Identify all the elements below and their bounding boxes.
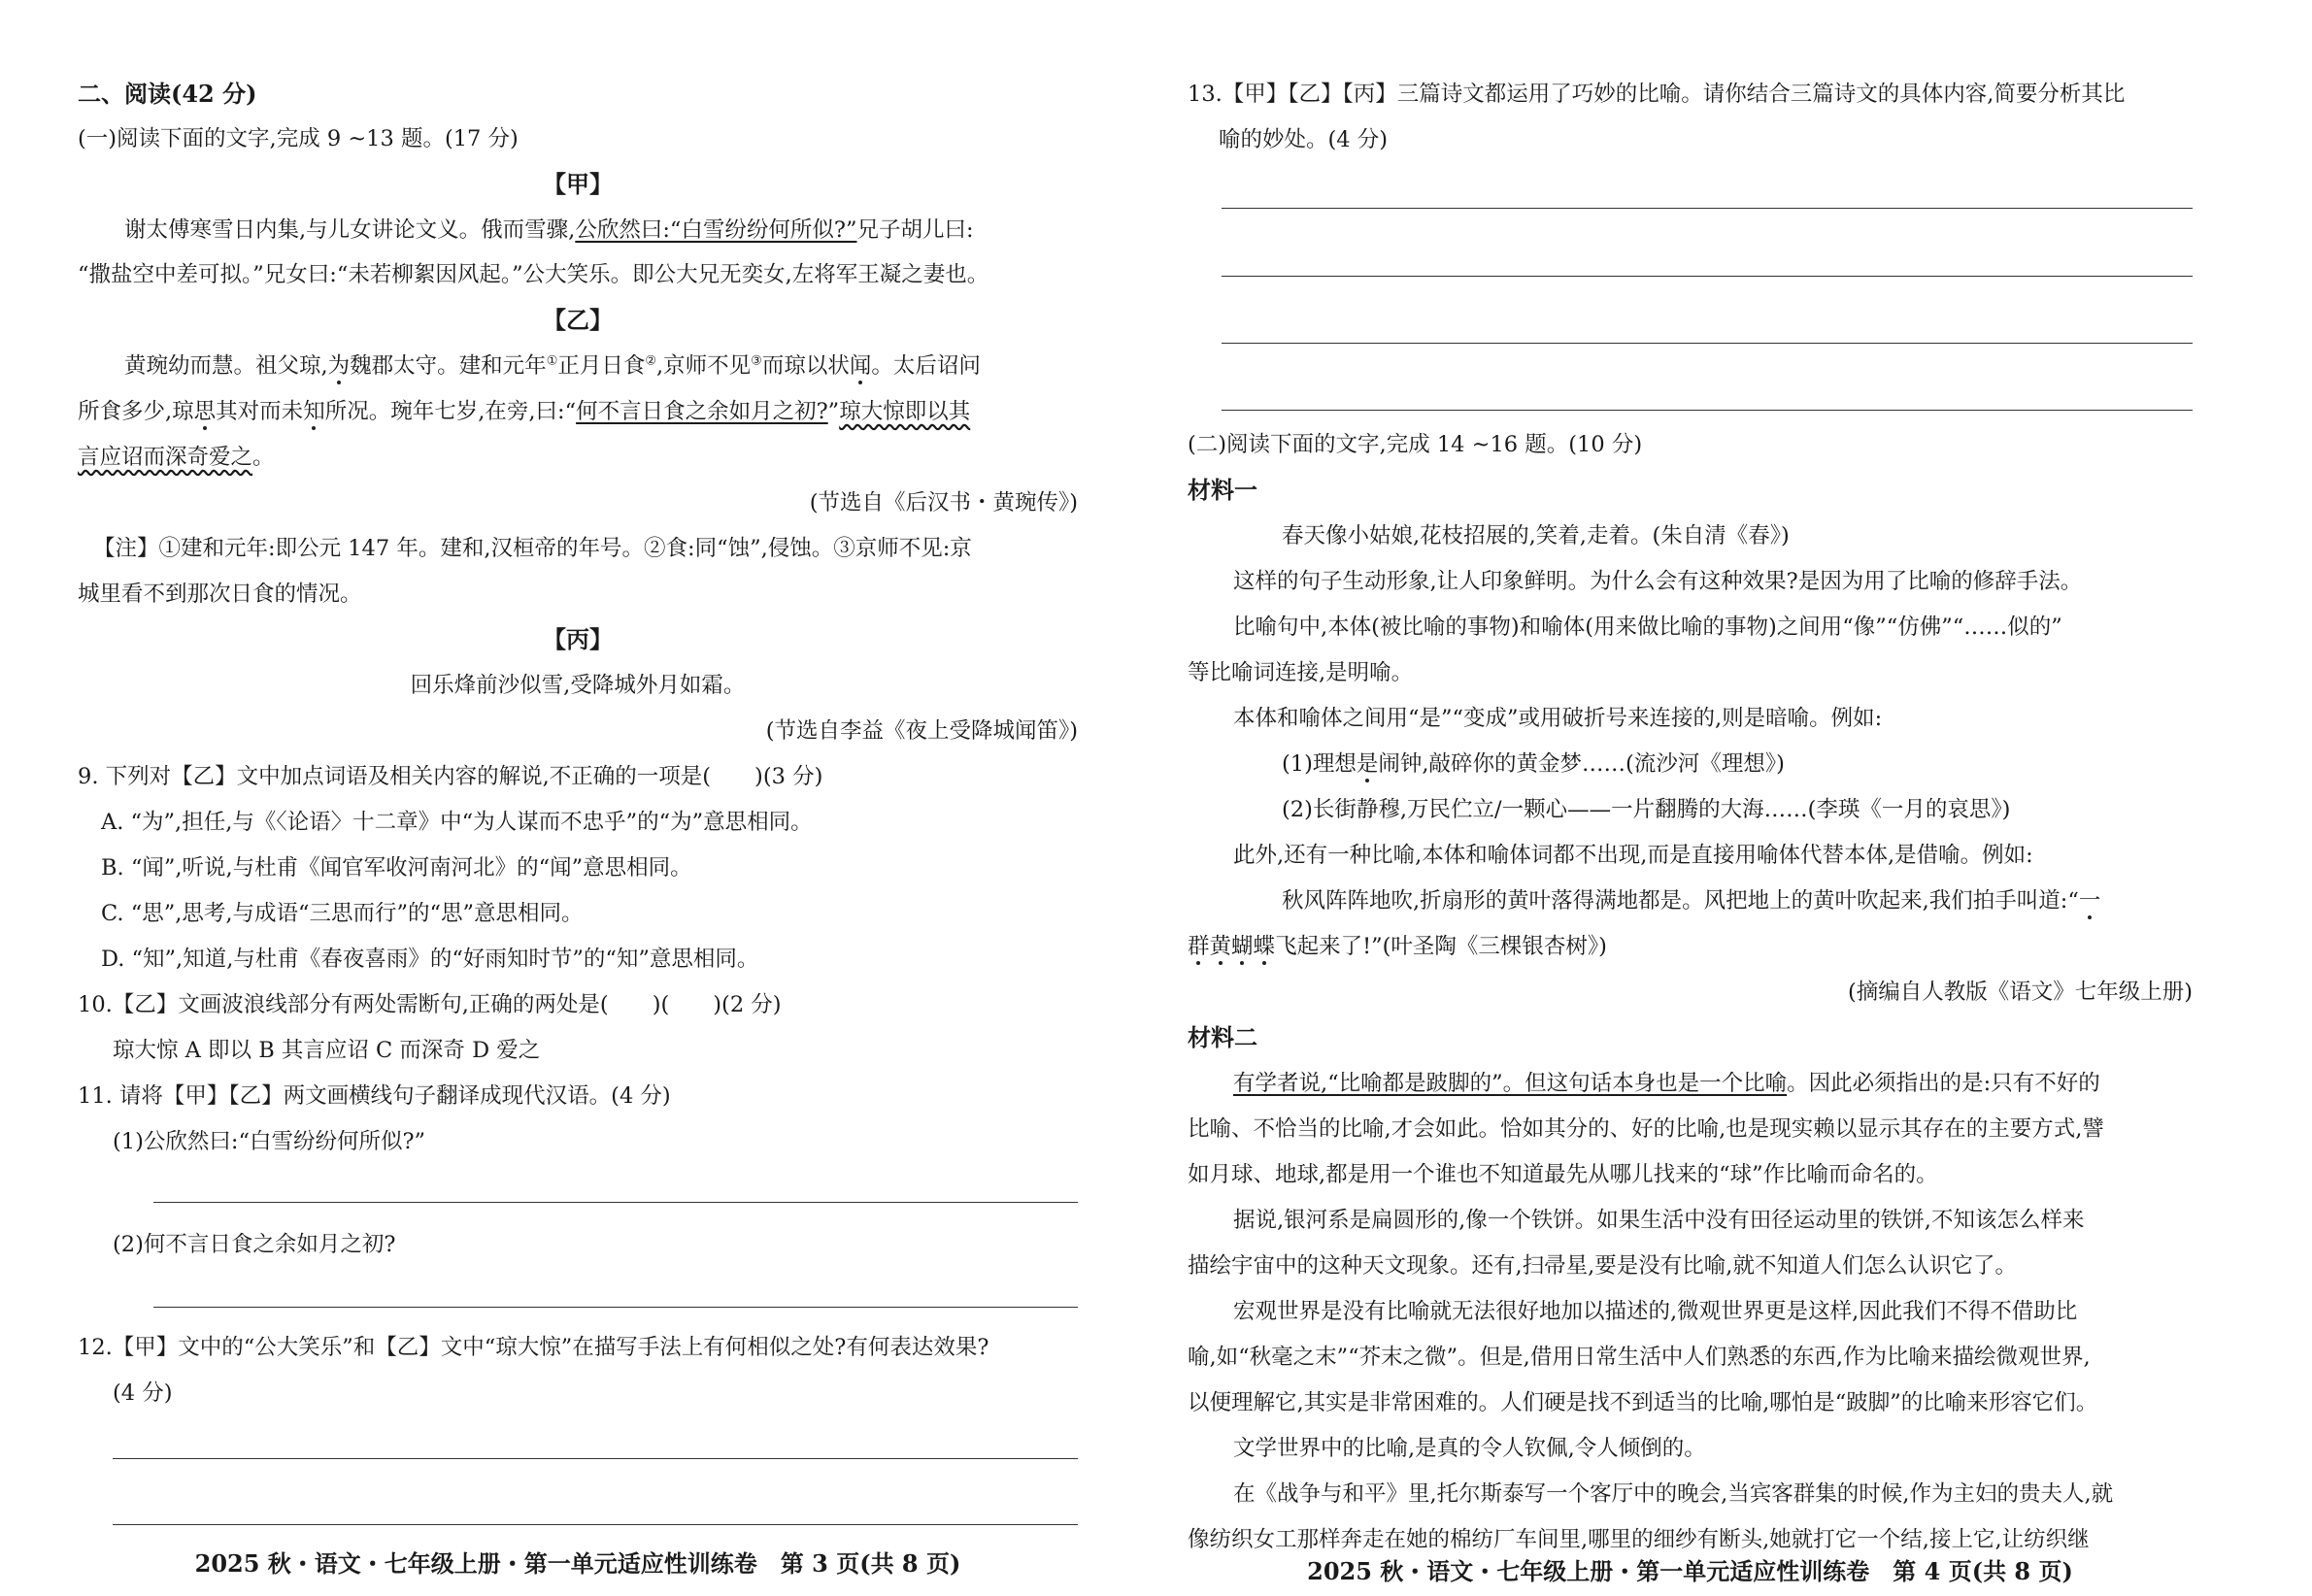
part2-intro: (二)阅读下面的文字,完成 14 ~16 题。(10 分) <box>1188 432 1643 457</box>
material1-quote: 春天像小姑娘,花枝招展的,笑着,走着。(朱自清《春》) <box>1282 523 1790 549</box>
material1-example2: (2)长街静穆,万民伫立/一颗心——一片翻腾的大海……(李瑛《一月的哀思》) <box>1282 797 2011 822</box>
yi-underlined-sentence: 何不言日食之余如月之初? <box>576 399 828 424</box>
material1-p2-line1: 比喻句中,本体(被比喻的事物)和喻体(用来做比喻的事物)之间用“像”“仿佛”“……似的” <box>1233 615 2062 640</box>
material2-p5-line1: 在《战争与和平》里,托尔斯泰写一个客厅中的晚会,当宾客群集的时候,作为主妇的贵夫人,就 <box>1233 1481 2114 1507</box>
material2-p1-line3: 如月球、地球,都是用一个谁也不知道最先从哪儿找来的“球”作比喻而命名的。 <box>1188 1162 1938 1187</box>
material1-p2-line2: 等比喻词连接,是明喻。 <box>1188 660 1414 685</box>
yi-note-line2: 城里看不到那次日食的情况。 <box>78 582 362 607</box>
jia-underlined-sentence: 公欣然曰:“白雪纷纷何所似?” <box>575 217 857 243</box>
dotted-word-wei: 为 <box>327 353 351 379</box>
q11-stem: 11. 请将【甲】【乙】两文画横线句子翻译成现代汉语。(4 分) <box>78 1083 671 1109</box>
yi-paragraph-line2: 所食多少,琼思其对而未知所况。琬年七岁,在旁,曰:“何不言日食之余如月之初?”琼大惊即以其 <box>78 399 971 424</box>
q11-answer-line1[interactable] <box>153 1202 1078 1203</box>
material2-title: 材料二 <box>1188 1023 1257 1051</box>
yi-wavy-segment-b: 言应诏而深奇爱之 <box>78 445 253 470</box>
q10-stem: 10.【乙】文画波浪线部分有两处需断句,正确的两处是( )( )(2 分) <box>78 992 782 1017</box>
yi-paragraph-line1: 黄琬幼而慧。祖父琼,为魏郡太守。建和元年①正月日食②,京师不见③而琼以状闻。太后诏问 <box>124 353 981 379</box>
material2-p4: 文学世界中的比喻,是真的令人钦佩,令人倾倒的。 <box>1233 1436 1706 1461</box>
q10-options: 琼大惊 A 即以 B 其言应诏 C 而深奇 D 爱之 <box>113 1038 541 1063</box>
bing-source: (节选自李益《夜上受降城闻笛》) <box>765 718 1078 744</box>
q9-option-d: D. “知”,知道,与杜甫《春夜喜雨》的“好雨知时节”的“知”意思相同。 <box>101 947 759 972</box>
q13-answer-line3[interactable] <box>1222 343 2193 344</box>
part1-intro: (一)阅读下面的文字,完成 9 ~13 题。(17 分) <box>78 126 519 151</box>
q9-option-a: A. “为”,担任,与《〈论语〉十二章》中“为人谋而不忠乎”的“为”意思相同。 <box>101 810 813 835</box>
right-page <box>1156 0 2312 1596</box>
yi-wavy-segment-a: 琼大惊即以其 <box>839 399 971 424</box>
jia-label: 【甲】 <box>543 170 613 198</box>
material2-p1-line1: 有学者说,“比喻都是跛脚的”。但这句话本身也是一个比喻。因此必须指出的是:只有不好的 <box>1233 1071 2100 1096</box>
q9-option-c: C. “思”,思考,与成语“三思而行”的“思”意思相同。 <box>101 901 584 926</box>
material1-example3-line2: 群黄蝴蝶飞起来了!”(叶圣陶《三棵银杏树》) <box>1188 934 1607 959</box>
q13-line2: 喻的妙处。(4 分) <box>1219 127 1389 152</box>
yi-paragraph-line3: 言应诏而深奇爱之。 <box>78 445 275 470</box>
dotted-word-si: 思 <box>193 399 217 424</box>
material1-title: 材料一 <box>1188 476 1257 504</box>
dotted-word-wen: 闻 <box>849 353 872 379</box>
bing-label: 【丙】 <box>543 625 613 653</box>
q11-sentence1: (1)公欣然曰:“白雪纷纷何所似?” <box>113 1129 426 1154</box>
material2-p2-line1: 据说,银河系是扁圆形的,像一个铁饼。如果生活中没有田径运动里的铁饼,不知该怎么样来 <box>1233 1208 2085 1233</box>
q13-line1: 13.【甲】【乙】【丙】三篇诗文都运用了巧妙的比喻。请你结合三篇诗文的具体内容,简要分析其比 <box>1188 82 2126 107</box>
q13-answer-line2[interactable] <box>1222 276 2193 277</box>
q9-stem: 9. 下列对【乙】文中加点词语及相关内容的解说,不正确的一项是( )(3 分) <box>78 764 823 789</box>
q13-answer-line4[interactable] <box>1222 410 2193 411</box>
material2-p3-line1: 宏观世界是没有比喻就无法很好地加以描述的,微观世界更是这样,因此我们不得不借助比 <box>1233 1299 2078 1324</box>
material1-source: (摘编自人教版《语文》七年级上册) <box>1847 980 2193 1005</box>
q12-score: (4 分) <box>113 1380 173 1406</box>
yi-label: 【乙】 <box>543 306 613 334</box>
material1-p1: 这样的句子生动形象,让人印象鲜明。为什么会有这种效果?是因为用了比喻的修辞手法。 <box>1233 569 2083 594</box>
dotted-word-shi: 是 <box>1356 751 1379 777</box>
section-title: 二、阅读(42 分) <box>78 80 257 108</box>
material2-underlined-sentence: 有学者说,“比喻都是跛脚的”。但这句话本身也是一个比喻 <box>1233 1071 1788 1096</box>
q12-stem: 12.【甲】文中的“公大笑乐”和【乙】文中“琼大惊”在描写手法上有何相似之处?有何表达效果? <box>78 1335 989 1360</box>
footer-page4: 2025 秋・语文・七年级上册・第一单元适应性训练卷 第 4 页(共 8 页) <box>1307 1557 2073 1585</box>
q11-answer-line2[interactable] <box>153 1307 1078 1308</box>
footer-page3: 2025 秋・语文・七年级上册・第一单元适应性训练卷 第 3 页(共 8 页) <box>194 1549 961 1578</box>
q12-answer-line2[interactable] <box>113 1524 1078 1525</box>
material2-p5-line2: 像纺织女工那样奔走在她的棉纺厂车间里,哪里的细纱有断头,她就打它一个结,接上它,让纺织继 <box>1188 1527 2090 1552</box>
material2-p3-line3: 以便理解它,其实是非常困难的。人们硬是找不到适当的比喻,哪怕是“跛脚”的比喻来形容它们。 <box>1188 1390 2098 1415</box>
jia-paragraph-line1: 谢太傅寒雪日内集,与儿女讲论文义。俄而雪骤,公欣然曰:“白雪纷纷何所似?”兄子胡儿曰: <box>124 217 974 243</box>
dotted-word-zhi: 知 <box>303 399 325 424</box>
yi-source: (节选自《后汉书・黄琬传》) <box>809 490 1078 515</box>
material1-example3-line1: 秋风阵阵地吹,折扇形的黄叶落得满地都是。风把地上的黄叶吹起来,我们拍手叫道:“一 <box>1282 888 2101 914</box>
material2-p1-line2: 比喻、不恰当的比喻,才会如此。恰如其分的、好的比喻,也是现实赖以显示其存在的主要方式,譬 <box>1188 1116 2104 1142</box>
q12-answer-line1[interactable] <box>113 1458 1078 1459</box>
yi-note-line1: 【注】①建和元年:即公元 147 年。建和,汉桓帝的年号。②食:同“蚀”,侵蚀。③京师不见:京 <box>93 536 972 561</box>
jia-paragraph-line2: “撒盐空中差可拟。”兄女曰:“未若柳絮因风起。”公大笑乐。即公大兄无奕女,左将军王凝之妻也。 <box>78 262 989 287</box>
q9-option-b: B. “闻”,听说,与杜甫《闻官军收河南河北》的“闻”意思相同。 <box>101 855 692 881</box>
bing-poem: 回乐烽前沙似雪,受降城外月如霜。 <box>410 673 746 698</box>
material2-p2-line2: 描绘宇宙中的这种天文现象。还有,扫帚星,要是没有比喻,就不知道人们怎么认识它了。 <box>1188 1253 2017 1279</box>
q13-answer-line1[interactable] <box>1222 208 2193 209</box>
material1-p3: 本体和喻体之间用“是”“变成”或用破折号来连接的,则是暗喻。例如: <box>1233 706 1883 731</box>
material1-p4: 此外,还有一种比喻,本体和喻体词都不出现,而是直接用喻体代替本体,是借喻。例如: <box>1233 843 2033 868</box>
q11-sentence2: (2)何不言日食之余如月之初? <box>113 1232 396 1257</box>
material2-p3-line2: 喻,如“秋毫之末”“芥末之微”。但是,借用日常生活中人们熟悉的东西,作为比喻来描绘微观世界, <box>1188 1345 2091 1370</box>
material1-example1: (1)理想是闹钟,敲碎你的黄金梦……(流沙河《理想》) <box>1282 751 1785 777</box>
